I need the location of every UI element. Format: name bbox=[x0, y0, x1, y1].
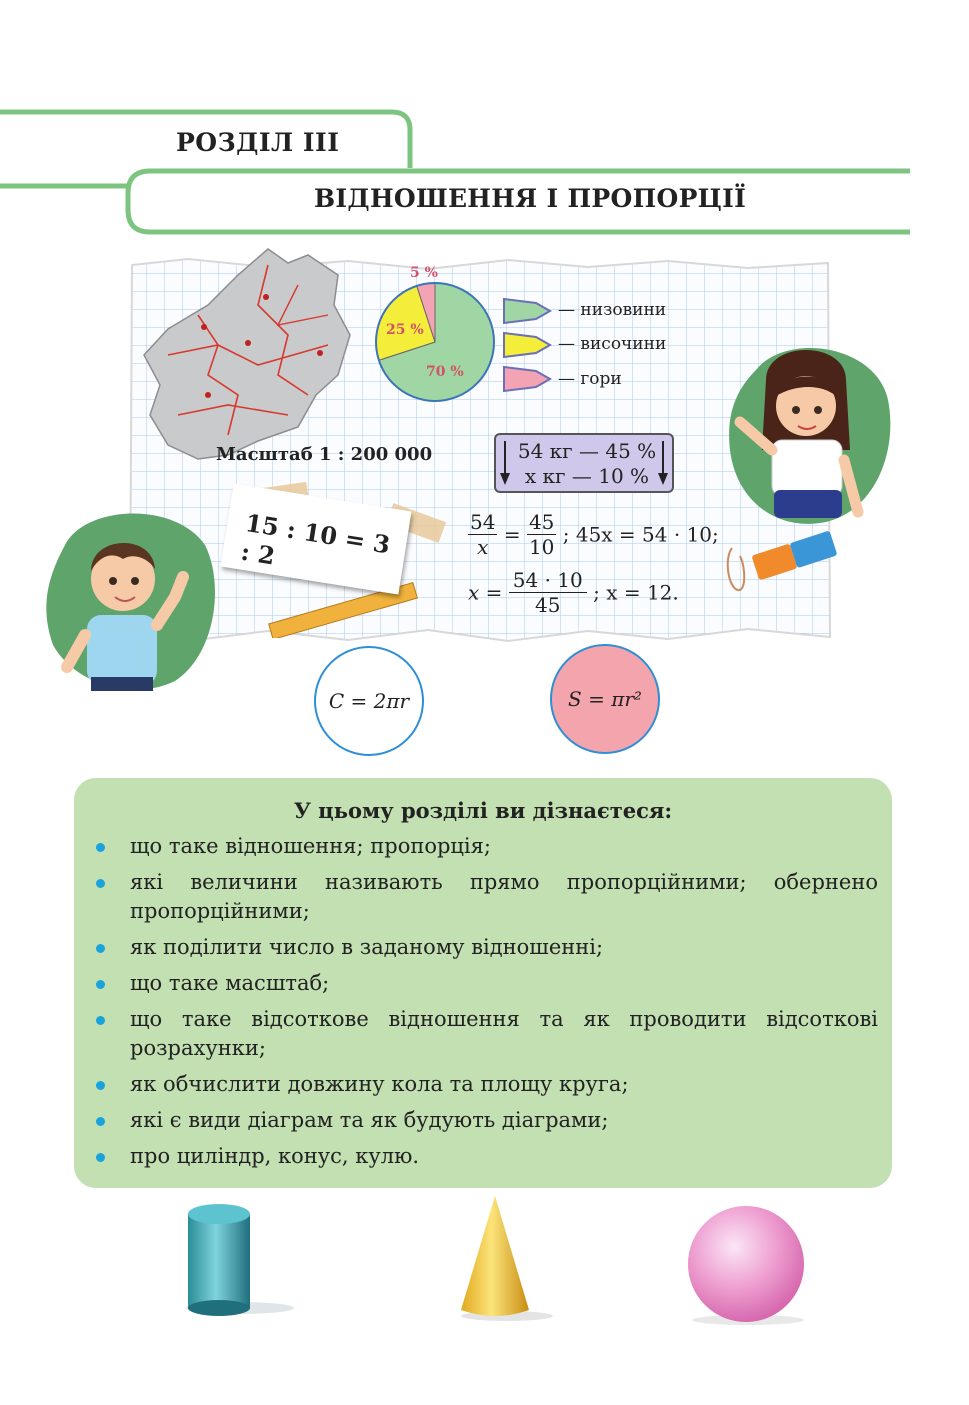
proportion-box bbox=[494, 433, 674, 493]
cone-icon bbox=[455, 1192, 555, 1326]
legend-uplands: — височини bbox=[558, 334, 667, 354]
list-item-text: які величини називають прямо пропорційними; обернено пропорційними; bbox=[130, 870, 878, 923]
equation-line-1: $\frac{54}{x}$ = $\frac{45}{10}$ ; 45x = 54 · 10; bbox=[470, 510, 719, 559]
frac1-denominator: x bbox=[477, 535, 489, 559]
frac1-numerator: 54 bbox=[470, 510, 496, 534]
pie-legend-markers bbox=[500, 295, 560, 395]
list-item bbox=[94, 1142, 878, 1171]
list-item-text: як обчислити довжину кола та площу круга; bbox=[130, 1072, 629, 1096]
proportion-line-1: 54 кг — 45 % bbox=[517, 439, 657, 463]
circumference-formula: C = 2πr bbox=[314, 646, 424, 756]
frac2-denominator: 10 bbox=[528, 535, 555, 559]
list-item-text: які є види діаграм та як будують діаграми; bbox=[130, 1108, 609, 1132]
list-item bbox=[94, 868, 878, 926]
list-item-text: як поділити число в заданому відношенні; bbox=[130, 935, 604, 959]
list-item bbox=[94, 933, 878, 962]
region-map bbox=[138, 245, 353, 465]
boy-illustration bbox=[45, 505, 215, 695]
bullet-icon bbox=[96, 1153, 105, 1162]
list-item bbox=[94, 969, 878, 998]
list-item-text: що таке відношення; пропорція; bbox=[130, 834, 491, 858]
legend-lowlands: — низовини bbox=[558, 300, 667, 320]
list-item bbox=[94, 1005, 878, 1063]
list-item-text: що таке відсоткове відношення та як проводити відсоткові розрахунки; bbox=[130, 1007, 878, 1060]
list-item-text: про циліндр, конус, кулю. bbox=[130, 1144, 420, 1168]
list-item-text: що таке масштаб; bbox=[130, 971, 330, 995]
bullet-icon bbox=[96, 944, 105, 953]
x-equals: x = bbox=[468, 580, 503, 605]
bullet-icon bbox=[96, 1016, 105, 1025]
pie-label-25: 25 % bbox=[386, 322, 424, 338]
list-item bbox=[94, 1106, 878, 1135]
arrow-down-left-icon bbox=[498, 439, 512, 487]
equation-line-2 bbox=[468, 568, 679, 617]
list-item bbox=[94, 1070, 878, 1099]
map-scale: Масштаб 1 : 200 000 bbox=[216, 444, 433, 465]
bullet-icon bbox=[96, 1081, 105, 1090]
eraser-and-clip bbox=[720, 528, 840, 598]
frac3-numerator: 54 · 10 bbox=[509, 568, 587, 593]
proportion-line-2: x кг — 10 % bbox=[524, 464, 650, 488]
bullet-icon bbox=[96, 843, 105, 852]
learning-objectives-box bbox=[74, 778, 892, 1188]
arrow-down-right-icon bbox=[656, 439, 670, 487]
pie-label-5: 5 % bbox=[410, 265, 438, 281]
chapter-title: ВІДНОШЕННЯ І ПРОПОРЦІЇ bbox=[314, 184, 747, 213]
chapter-label: РОЗДІЛ III bbox=[176, 128, 340, 157]
area-formula: S = πr² bbox=[550, 644, 660, 754]
equation-rest: ; 45x = 54 · 10; bbox=[562, 522, 719, 547]
bullet-icon bbox=[96, 980, 105, 989]
learning-heading: У цьому розділі ви дізнаєтеся: bbox=[293, 798, 673, 823]
learning-list bbox=[94, 832, 878, 1178]
equation-result: ; x = 12. bbox=[593, 580, 679, 605]
frac2-numerator: 45 bbox=[528, 510, 555, 534]
sphere-icon bbox=[684, 1204, 814, 1328]
bullet-icon bbox=[96, 879, 105, 888]
legend-mountains: — гори bbox=[558, 369, 622, 389]
list-item bbox=[94, 832, 878, 861]
pie-label-70: 70 % bbox=[426, 364, 464, 380]
cylinder-icon bbox=[180, 1196, 310, 1326]
girl-illustration bbox=[726, 340, 896, 530]
bullet-icon bbox=[96, 1117, 105, 1126]
ratio-text: 15 : 10 = 3 : 2 bbox=[238, 507, 393, 571]
frac3-denominator: 45 bbox=[535, 593, 561, 617]
